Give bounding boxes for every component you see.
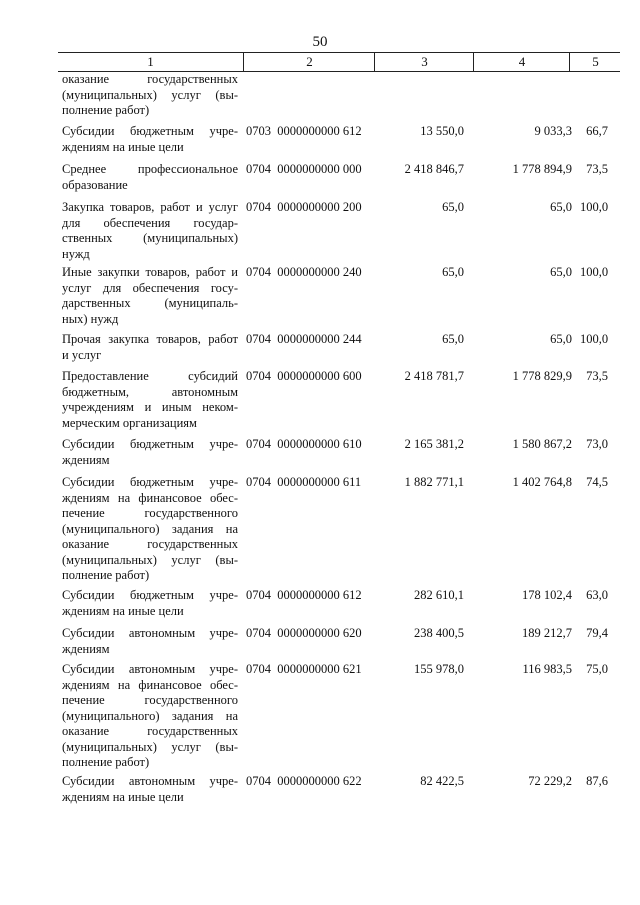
row-name-cell [62,437,238,468]
row-code-cell: 0704 0000000000 000 [246,162,362,176]
row-name-cell [62,200,238,262]
row-value-4-cell: 1 580 867,2 [512,437,572,451]
row-value-4-cell: 65,0 [550,332,572,346]
row-name-line: ственных (муниципальных) [62,231,238,245]
row-name-line: Субсидии автономным учре- [62,774,238,788]
row-value-3-cell: 2 165 381,2 [404,437,464,451]
row-name-cell [62,124,238,155]
row-code-cell: 0704 0000000000 240 [246,265,362,279]
row-value-4-cell: 116 983,5 [522,662,572,676]
row-name-line: бюджетным, автономным [62,384,238,399]
page-number: 50 [312,34,328,50]
row-code-cell: 0704 0000000000 244 [246,332,362,346]
row-value-3-cell: 155 978,0 [414,662,464,676]
row-name-line: печение государственного [62,693,238,707]
row-code-cell: 0704 0000000000 621 [246,662,362,676]
row-name-cell [62,475,238,584]
row-name-line: ждениям на финансовое обес- [62,677,238,692]
row-code-cell: 0704 0000000000 600 [246,369,362,383]
row-value-5-cell: 79,4 [586,626,608,640]
row-value-3-cell: 13 550,0 [420,124,464,138]
row-value-5-cell: 73,5 [586,369,608,383]
row-value-5-cell: 73,5 [586,162,608,176]
row-name-cell [62,774,238,805]
row-value-5-cell: 73,0 [586,437,608,451]
row-name-line: Субсидии автономным учре- [62,626,238,640]
row-name-line: (муниципального) задания на [62,708,238,723]
row-name-line: образование [62,177,128,192]
row-value-4-cell: 9 033,3 [534,124,572,138]
row-value-3-cell: 65,0 [442,200,464,214]
column-header-5: 5 [569,53,621,71]
row-name-line: и услуг [62,347,102,362]
row-name-line: ных) нужд [62,311,119,326]
row-name-line: (муниципальных) услуг (вы- [62,87,238,102]
row-name-line: Предоставление субсидий [62,369,238,383]
row-name-line: для обеспечения государ- [62,215,238,230]
row-name-line: мерческим организациям [62,415,197,430]
row-name-line: Субсидии бюджетным учре- [62,588,238,602]
row-value-4-cell: 1 402 764,8 [512,475,572,489]
row-code-cell: 0704 0000000000 622 [246,774,362,788]
row-name-line: печение государственного [62,506,238,520]
row-name-line: Субсидии бюджетным учре- [62,437,238,451]
row-value-4-cell: 1 778 894,9 [512,162,572,176]
row-value-3-cell: 65,0 [442,332,464,346]
row-name-cell [62,369,238,431]
row-name-line: Субсидии бюджетным учре- [62,475,238,489]
row-name-line: оказание государственных [62,724,238,738]
row-name-line: ждениям на финансовое обес- [62,490,238,505]
row-value-4-cell: 65,0 [550,265,572,279]
row-name-cell [62,162,238,193]
row-value-5-cell: 66,7 [586,124,608,138]
row-name-line: Прочая закупка товаров, работ [62,332,238,346]
row-name-line: Среднее профессиональное [62,162,238,176]
row-name-line: дарственных (муниципаль- [62,296,238,310]
row-name-line: ждениям на иные цели [62,139,184,154]
row-name-cell [62,626,238,657]
row-value-5-cell: 100,0 [580,332,609,346]
row-value-3-cell: 82 422,5 [420,774,464,788]
row-name-line: ждениям [62,641,110,656]
column-header-3: 3 [374,53,474,71]
row-value-4-cell: 189 212,7 [522,626,572,640]
row-value-4-cell: 1 778 829,9 [512,369,572,383]
row-name-line: (муниципальных) услуг (вы- [62,552,238,567]
row-value-5-cell: 74,5 [586,475,608,489]
row-value-3-cell: 238 400,5 [414,626,464,640]
row-name-cell [62,72,238,119]
row-name-line: ждениям на иные цели [62,603,184,618]
row-name-line: полнение работ) [62,568,150,582]
row-name-line: Субсидии автономным учре- [62,662,238,676]
row-name-line: (муниципального) задания на [62,521,238,536]
column-header-1: 1 [147,54,154,69]
row-name-cell [62,662,238,771]
row-value-5-cell: 63,0 [586,588,608,602]
row-code-cell: 0704 0000000000 200 [246,200,362,214]
row-value-4-cell: 65,0 [550,200,572,214]
row-value-3-cell: 65,0 [442,265,464,279]
row-name-line: (муниципальных) услуг (вы- [62,739,238,754]
row-name-line: оказание государственных [62,537,238,551]
row-value-3-cell: 1 882 771,1 [404,475,464,489]
row-code-cell: 0704 0000000000 611 [246,475,362,489]
row-name-line: услуг для обеспечения госу- [62,280,238,295]
row-value-3-cell: 2 418 846,7 [404,162,464,176]
row-name-line: полнение работ) [62,103,150,117]
row-name-line: учреждениям и иным неком- [62,400,238,414]
row-name-line: ждениям [62,452,110,467]
row-value-3-cell: 282 610,1 [414,588,464,602]
row-name-cell [62,332,238,363]
row-code-cell: 0704 0000000000 610 [246,437,362,451]
row-value-5-cell: 100,0 [580,265,609,279]
row-value-4-cell: 72 229,2 [528,774,572,788]
column-header-2: 2 [243,53,375,71]
row-value-5-cell: 87,6 [586,774,608,788]
row-value-3-cell: 2 418 781,7 [404,369,464,383]
row-value-5-cell: 100,0 [580,200,609,214]
row-name-line: полнение работ) [62,755,150,769]
row-name-cell [62,588,238,619]
column-header-4: 4 [473,53,570,71]
row-name-line: нужд [62,246,90,261]
row-value-4-cell: 178 102,4 [522,588,572,602]
row-code-cell: 0703 0000000000 612 [246,124,362,138]
row-name-line: Субсидии бюджетным учре- [62,124,238,138]
row-code-cell: 0704 0000000000 612 [246,588,362,602]
row-name-cell [62,265,238,327]
table-header [58,52,620,72]
row-name-line: ждениям на иные цели [62,789,184,804]
row-value-5-cell: 75,0 [586,662,608,676]
row-name-line: Закупка товаров, работ и услуг [62,200,238,214]
row-name-line: оказание государственных [62,72,238,86]
row-name-line: Иные закупки товаров, работ и [62,265,238,279]
row-code-cell: 0704 0000000000 620 [246,626,362,640]
